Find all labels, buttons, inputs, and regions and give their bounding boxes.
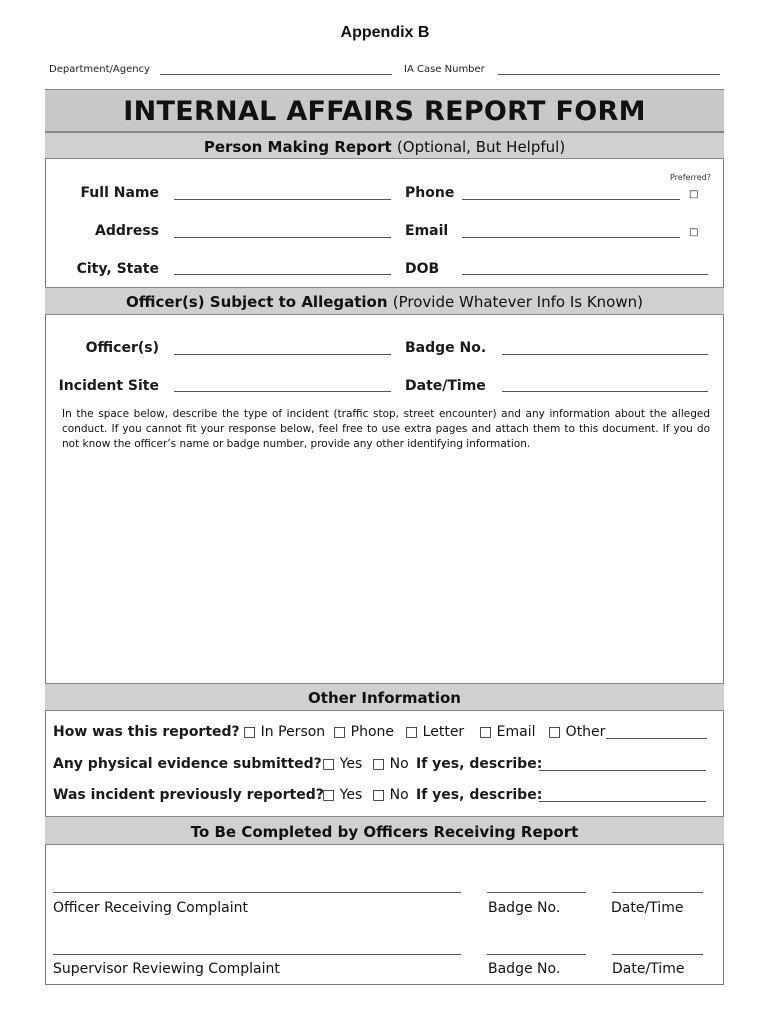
- previously-reported-describe-field[interactable]: [539, 801, 706, 802]
- badge-no-field[interactable]: [502, 354, 708, 355]
- address-field[interactable]: [174, 237, 391, 238]
- officer-datetime-label: Date/Time: [611, 900, 684, 916]
- physical-evidence-no[interactable]: □ No: [372, 756, 409, 772]
- incident-description-instructions: In the space below, describe the type of incident (traffic stop, street encounter) and any information about the alleged conduct. If you cannot fit your response below, feel free to use extra pages and attach them to this document. If you do not know the officer’s name or badge number, provide any other identifying information.: [62, 408, 710, 450]
- city-state-label: City, State: [76, 261, 159, 277]
- physical-evidence-question: Any physical evidence submitted?: [53, 756, 322, 772]
- previously-reported-yes[interactable]: □ Yes: [322, 787, 363, 803]
- preferred-label: Preferred?: [670, 173, 711, 182]
- ia-case-number-field[interactable]: [498, 74, 720, 75]
- previously-reported-question: Was incident previously reported?: [53, 787, 324, 803]
- officer-datetime-line[interactable]: [612, 892, 703, 893]
- dob-label: DOB: [405, 261, 440, 277]
- form-title: INTERNAL AFFAIRS REPORT FORM: [123, 96, 646, 127]
- supervisor-badge-label: Badge No.: [488, 961, 561, 977]
- incident-description-area[interactable]: [46, 455, 723, 681]
- person-section-title: Person Making Report: [203, 138, 392, 156]
- how-reported-question: How was this reported?: [53, 724, 240, 740]
- officers-label: Officer(s): [85, 340, 159, 356]
- officer-badge-line[interactable]: [487, 892, 586, 893]
- badge-no-label: Badge No.: [405, 340, 487, 356]
- physical-evidence-describe-label: If yes, describe:: [416, 756, 543, 772]
- ia-case-number-label: IA Case Number: [404, 64, 485, 75]
- letter-option[interactable]: □ Letter: [405, 724, 465, 740]
- person-section-header: [45, 132, 724, 159]
- appendix-title: Appendix B: [340, 24, 430, 41]
- full-name-field[interactable]: [174, 199, 391, 200]
- physical-evidence-yes[interactable]: □ Yes: [322, 756, 363, 772]
- supervisor-signature-line[interactable]: [53, 954, 461, 955]
- email-preferred-checkbox[interactable]: □: [689, 227, 699, 238]
- physical-evidence-describe-field[interactable]: [539, 770, 706, 771]
- incident-site-field[interactable]: [174, 391, 391, 392]
- other-info-header: [45, 683, 724, 711]
- officer-section-title: Officer(s) Subject to Allegation: [126, 293, 388, 311]
- phone-field[interactable]: [462, 199, 680, 200]
- other-method-field[interactable]: [606, 738, 707, 739]
- address-label: Address: [95, 223, 159, 239]
- phone-preferred-checkbox[interactable]: □: [689, 189, 699, 200]
- officer-badge-label: Badge No.: [488, 900, 561, 916]
- in-person-option[interactable]: □ In Person: [243, 724, 326, 740]
- date-time-field[interactable]: [502, 391, 708, 392]
- officers-receiving-header: [45, 816, 724, 845]
- officers-receiving-title: To Be Completed by Officers Receiving Report: [190, 823, 579, 841]
- email-label: Email: [405, 223, 449, 239]
- dob-field[interactable]: [462, 274, 708, 275]
- city-state-field[interactable]: [174, 274, 391, 275]
- phone-option[interactable]: □ Phone: [333, 724, 395, 740]
- other-option[interactable]: □ Other: [548, 724, 606, 740]
- supervisor-badge-line[interactable]: [487, 954, 586, 955]
- department-agency-field[interactable]: [160, 74, 392, 75]
- supervisor-datetime-line[interactable]: [612, 954, 703, 955]
- person-section-subtitle: (Optional, But Helpful): [396, 138, 566, 156]
- full-name-label: Full Name: [80, 185, 159, 201]
- officer-section-subtitle: (Provide Whatever Info Is Known): [392, 293, 643, 311]
- form-title-band: [45, 89, 724, 132]
- other-info-title: Other Information: [308, 689, 461, 707]
- previously-reported-describe-label: If yes, describe:: [416, 787, 543, 803]
- department-agency-label: Department/Agency: [49, 64, 150, 75]
- email-field[interactable]: [462, 237, 680, 238]
- phone-label: Phone: [405, 185, 455, 201]
- officer-receiving-signature-line[interactable]: [53, 892, 461, 893]
- incident-site-label: Incident Site: [58, 378, 159, 394]
- date-time-label: Date/Time: [405, 378, 486, 394]
- email-option[interactable]: □ Email: [479, 724, 536, 740]
- supervisor-datetime-label: Date/Time: [612, 961, 685, 977]
- previously-reported-no[interactable]: □ No: [372, 787, 409, 803]
- officers-field[interactable]: [174, 354, 391, 355]
- officer-section-header: [45, 287, 724, 315]
- officer-receiving-label: Officer Receiving Complaint: [53, 900, 248, 916]
- supervisor-reviewing-label: Supervisor Reviewing Complaint: [53, 961, 280, 977]
